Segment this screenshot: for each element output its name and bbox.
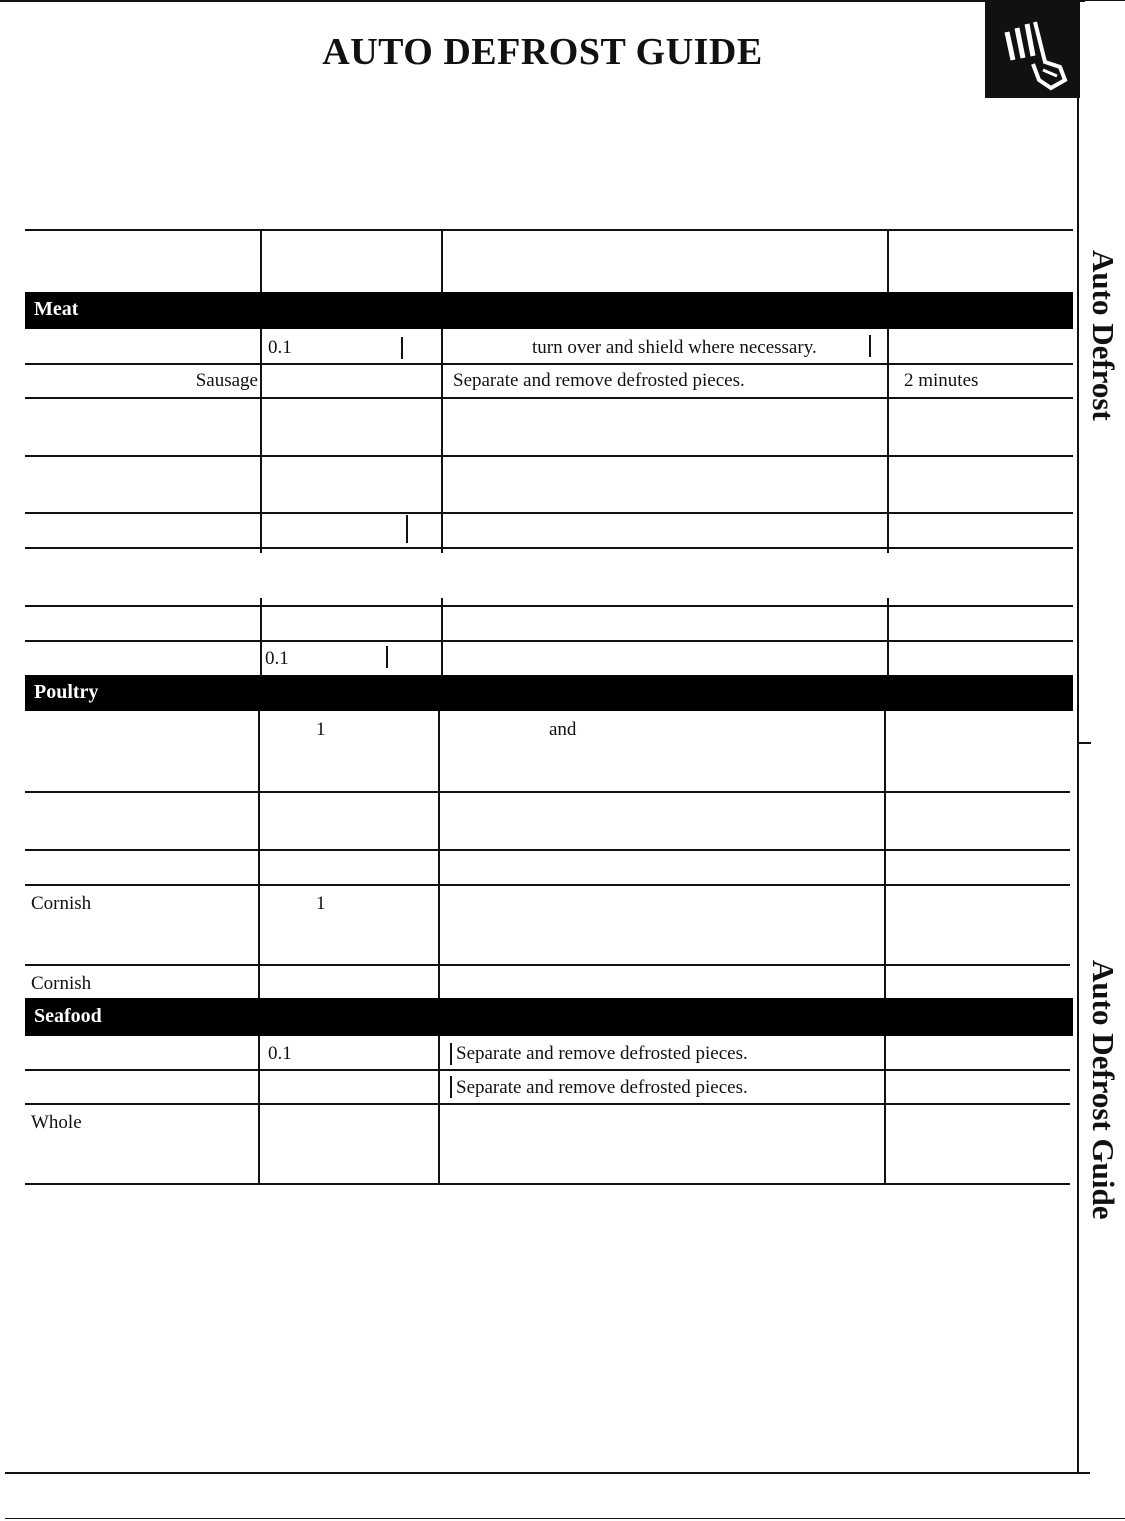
poultry-col-divider-2 [438,711,440,998]
hand-pointer-icon [985,2,1080,98]
page-title: AUTO DEFROST GUIDE [322,31,763,73]
page-footer-rule [5,1518,1125,1519]
poultry-row1-weight: 1 [316,719,326,740]
meat-row-rule-5 [25,547,1073,549]
poultry-col-divider-3 [884,711,886,998]
poultry-row4-food: Cornish [31,893,92,914]
poultry-row4-weight: 1 [316,893,326,914]
meat-col-divider-1b [260,598,262,675]
seafood-row3-food: Whole [31,1112,82,1133]
seafood-row1-weight: 0.1 [268,1043,292,1064]
side-tab-lower-label: Auto Defrost Guide [1086,960,1121,1220]
meat-row1-comment-mark [869,335,871,357]
header-col-divider-1 [260,229,262,292]
poultry-row-rule-3 [25,884,1070,886]
meat-col-divider-3b [887,598,889,675]
meat-row2-comment: Separate and remove defrosted pieces. [453,370,745,391]
meat-row-rule-4 [25,512,1073,514]
section-label-meat: Meat [34,298,79,320]
meat-col-divider-2b [441,598,443,675]
seafood-row1-comment: Separate and remove defrosted pieces. [456,1043,748,1064]
meat-row2-standing: 2 minutes [904,370,979,391]
meat-row1-weight-mark [401,337,403,359]
seafood-row1-comment-mark [450,1043,452,1065]
section-band-poultry [25,675,1073,711]
meat-row-rule-6 [25,605,1073,607]
meat-row8-weight-mark [386,646,388,668]
section-label-seafood: Seafood [34,1005,102,1027]
meat-row2-food: Sausage [195,370,258,391]
seafood-col-divider-2 [438,1036,440,1183]
side-tab-left-border [1077,2,1079,1474]
seafood-row2-comment: Separate and remove defrosted pieces. [456,1077,748,1098]
meat-row1-weight: 0.1 [268,337,292,358]
poultry-row-rule-2 [25,849,1070,851]
seafood-row-rule-1 [25,1069,1070,1071]
header-col-divider-2 [441,229,443,292]
seafood-row2-comment-mark [450,1076,452,1098]
page-bottom-rule [5,1472,1090,1474]
seafood-col-divider-3 [884,1036,886,1183]
poultry-row-rule-1 [25,791,1070,793]
seafood-col-divider-1 [258,1036,260,1183]
poultry-col-divider-1 [258,711,260,998]
side-tab-upper-label: Auto Defrost [1086,250,1121,421]
meat-row5-weight-mark [406,515,408,543]
section-band-meat [25,292,1073,329]
seafood-row-rule-2 [25,1103,1070,1105]
meat-row1-comment: turn over and shield where necessary. [532,337,817,358]
table-bottom-rule [25,1183,1070,1185]
side-tab-top [1085,0,1125,1]
table-top-rule [25,229,1073,231]
poultry-row-rule-4 [25,964,1070,966]
section-band-seafood [25,998,1073,1036]
meat-row-rule-3 [25,455,1073,457]
meat-row-rule-2 [25,397,1073,399]
poultry-row5-food: Cornish [31,973,92,994]
meat-row-rule-1 [25,363,1073,365]
section-label-poultry: Poultry [34,681,99,703]
poultry-row1-comment: and [549,719,577,740]
meat-row8-weight: 0.1 [265,648,289,669]
top-rule [0,0,1085,2]
meat-row-rule-7 [25,640,1073,642]
side-tab-divider [1077,742,1091,744]
header-col-divider-3 [887,229,889,292]
